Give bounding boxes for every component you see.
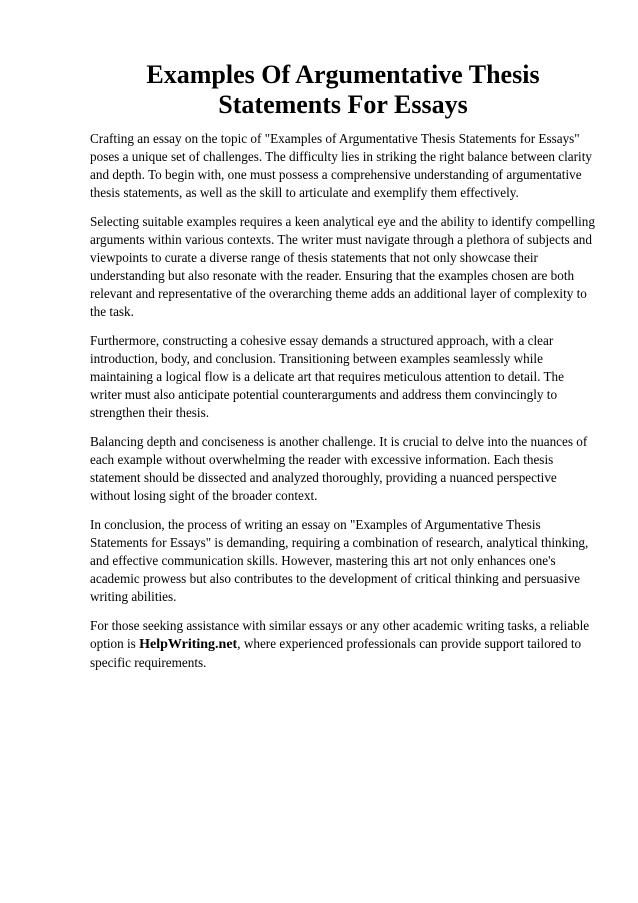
paragraph-intro: Crafting an essay on the topic of "Examples of Argumentative Thesis Statements for Essays" poses a unique set of challenges. The difficulty lies in striking the right balance between clarity and depth. To begin with, one must possess a comprehensive understanding of argumentative thesis statements, as well as the skill to articulate and exemplify them effectively. xyxy=(90,131,592,200)
assistance-text-after: , where experienced professionals can provide support tailored to specific requirements. xyxy=(90,636,582,670)
paragraph-assistance xyxy=(90,617,596,672)
paragraph-conclusion: In conclusion, the process of writing an essay on "Examples of Argumentative Thesis Statements for Essays" is demanding, requiring a combination of research, analytical thinking, and effective communication skills. However, mastering this art not only enhances one's academic prowess but also contributes to the development of critical thinking and persuasive writing abilities. xyxy=(90,517,589,604)
title-line-1: Examples Of Argumentative Thesis xyxy=(146,60,540,89)
helpwriting-link[interactable]: HelpWriting.net xyxy=(139,637,238,652)
document-title xyxy=(90,60,596,120)
assistance-text-before: For those seeking assistance with similar essays or any other academic writing tasks, a reliable option is xyxy=(90,618,590,651)
paragraph-structure: Furthermore, constructing a cohesive essay demands a structured approach, with a clear introduction, body, and conclusion. Transitioning between examples seamlessly while maintaining a logical flow is a delicate art that requires meticulous attention to detail. The writer must also anticipate potential counterarguments and address them convincingly to strengthen their thesis. xyxy=(90,333,564,420)
paragraph-balance: Balancing depth and conciseness is another challenge. It is crucial to delve into the nuances of each example without overwhelming the reader with excessive information. Each thesis statement should be dissected and analyzed thoroughly, providing a nuanced perspective without losing sight of the broader context. xyxy=(90,434,588,503)
title-line-2: Statements For Essays xyxy=(218,90,468,119)
paragraph-examples: Selecting suitable examples requires a keen analytical eye and the ability to identify compelling arguments within various contexts. The writer must navigate through a plethora of subjects and viewpoints to curate a diverse range of thesis statements that not only showcase their understanding but also resonate with the reader. Ensuring that the examples chosen are both relevant and representative of the overarching theme adds an additional layer of complexity to the task. xyxy=(90,214,595,319)
